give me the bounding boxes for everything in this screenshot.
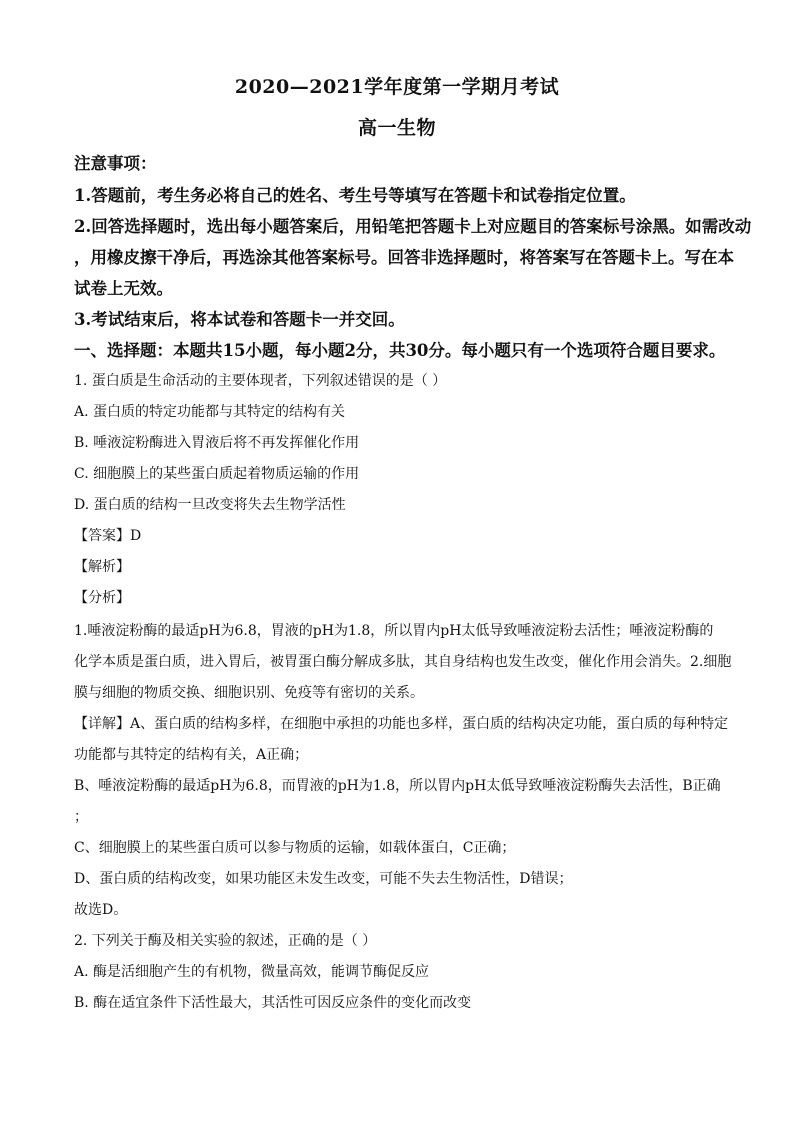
section-heading: 一、选择题：本题共15小题，每小题2分，共30分。每小题只有一个选项符合题目要求。 bbox=[74, 341, 726, 360]
question-1-option-d: D. 蛋白质的结构一旦改变将失去生物学活性 bbox=[74, 497, 346, 513]
notice-item-2-line-1: 2.回答选择题时，选出每小题答案后，用铅笔把答题卡上对应题目的答案标号涂黑。如需改动 bbox=[74, 217, 752, 236]
question-1-detail-line-5: C、细胞膜上的某些蛋白质可以参与物质的运输，如载体蛋白，C正确； bbox=[74, 840, 516, 856]
question-1-detail-line-6: D、蛋白质的结构改变，如果功能区未发生改变，可能不失去生物活性，D错误； bbox=[74, 871, 573, 887]
question-1-detail-line-3: B、唾液淀粉酶的最适pH为6.8，而胃液的pH为1.8，所以胃内pH太低导致唾液淀粉酶失去活性，B正确 bbox=[74, 778, 721, 794]
question-1-fenxi-line-2: 化学本质是蛋白质，进入胃后，被胃蛋白酶分解成多肽，其自身结构也发生改变，催化作用会消失。2.细胞 bbox=[74, 654, 732, 670]
notice-item-1: 1.答题前，考生务必将自己的姓名、考生号等填写在答题卡和试卷指定位置。 bbox=[74, 186, 636, 205]
question-2-stem: 2. 下列关于酶及相关实验的叙述，正确的是（ ） bbox=[74, 933, 377, 949]
question-1-fenxi-line-3: 膜与细胞的物质交换、细胞识别、免疫等有密切的关系。 bbox=[74, 685, 424, 701]
question-1-detail-line-2: 功能都与其特定的结构有关，A正确； bbox=[74, 747, 309, 763]
notice-item-2-line-3: 试卷上无效。 bbox=[74, 279, 173, 298]
question-1-detail-line-1: 【详解】A、蛋白质的结构多样，在细胞中承担的功能也多样，蛋白质的结构决定功能，蛋白质的每种特定 bbox=[74, 716, 729, 732]
notice-item-3: 3.考试结束后，将本试卷和答题卡一并交回。 bbox=[74, 310, 405, 329]
exam-title: 2020—2021学年度第一学期月考试 bbox=[234, 76, 560, 98]
question-2-option-a: A. 酶是活细胞产生的有机物，微量高效，能调节酶促反应 bbox=[74, 964, 430, 980]
question-1-fenxi-tag: 【分析】 bbox=[74, 590, 130, 606]
question-1-option-c: C. 细胞膜上的某些蛋白质起着物质运输的作用 bbox=[74, 466, 360, 482]
question-1-conclusion: 故选D。 bbox=[74, 902, 128, 918]
notice-heading: 注意事项： bbox=[74, 154, 157, 173]
question-1-option-a: A. 蛋白质的特定功能都与其特定的结构有关 bbox=[74, 404, 346, 420]
question-1-stem: 1. 蛋白质是生命活动的主要体现者，下列叙述错误的是（ ） bbox=[74, 373, 447, 389]
exam-subject: 高一生物 bbox=[357, 117, 436, 139]
notice-item-2-line-2: ，用橡皮擦干净后，再选涂其他答案标号。回答非选择题时，将答案写在答题卡上。写在本 bbox=[74, 248, 734, 267]
question-1-answer: 【答案】D bbox=[74, 528, 142, 544]
question-1-option-b: B. 唾液淀粉酶进入胃液后将不再发挥催化作用 bbox=[74, 435, 360, 451]
question-2-option-b: B. 酶在适宜条件下活性最大，其活性可因反应条件的变化而改变 bbox=[74, 995, 472, 1011]
question-1-analysis-tag: 【解析】 bbox=[74, 559, 130, 575]
question-1-detail-line-4: ； bbox=[74, 809, 88, 825]
question-1-fenxi-line-1: 1.唾液淀粉酶的最适pH为6.8，胃液的pH为1.8，所以胃内pH太低导致唾液淀粉去活性；唾液淀粉酶的 bbox=[74, 623, 714, 639]
